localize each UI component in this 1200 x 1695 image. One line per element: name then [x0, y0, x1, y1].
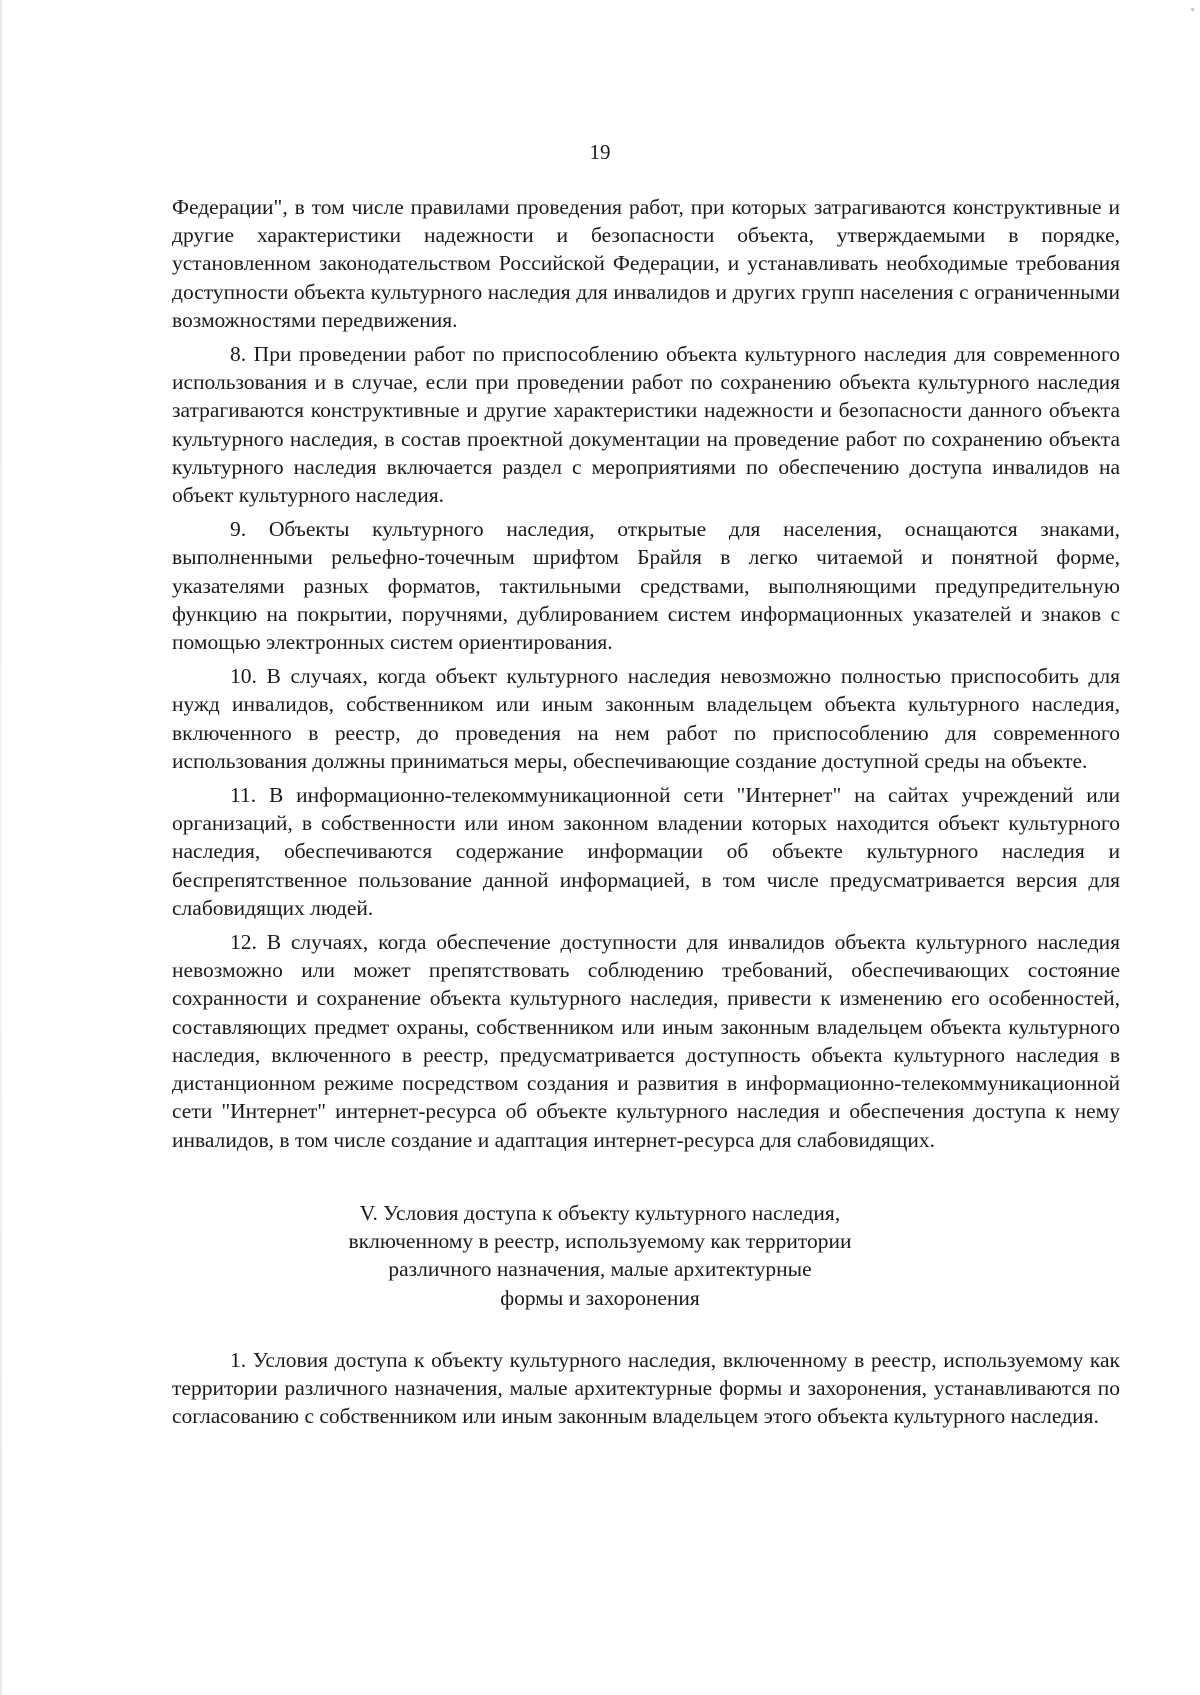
- paragraph-item-10: 10. В случаях, когда объект культурного наследия невозможно полностью приспособить для нужд инвалидов, собственником или иным законным владельцем объекта культурного наследия, включенного в реестр, до проведения на нем работ по приспособлению для современного использования должны приниматься меры, обеспечивающие создание доступной среды на объекте.: [172, 664, 1120, 773]
- paragraph-continuation: Федерации", в том числе правилами проведения работ, при которых затрагиваются конструктивные и другие характеристики надежности и безопасности объекта, утверждаемыми в порядке, установленном законодательством Российской Федерации, и устанавливать необходимые требования доступности объекта культурного наследия для инвалидов и других групп населения с ограниченными возможностями передвижения.: [172, 195, 1120, 332]
- paragraph-item-12: 12. В случаях, когда обеспечение доступности для инвалидов объекта культурного наследия невозможно или может препятствовать соблюдению требований, обеспечивающих состояние сохранности и сохранение объекта культурного наследия, привести к изменению его особенностей, составляющих предмет охраны, собственником или иным законным владельцем объекта культурного наследия, включенного в реестр, предусматривается доступность объекта культурного наследия в дистанционном режиме посредством создания и развития в информационно-телекоммуникационной сети "Интернет" интернет-ресурса об объекте культурного наследия и обеспечения доступа к нему инвалидов, в том числе создание и адаптация интернет-ресурса для слабовидящих.: [172, 930, 1120, 1152]
- section-heading-line: формы и захоронения: [500, 1285, 700, 1310]
- section-paragraph-item-1: 1. Условия доступа к объекту культурного наследия, включенному в реестр, используемому как территории различного назначения, малые архитектурные формы и захоронения, устанавливаются по согласованию с собственником или иным законным владельцем этого объекта культурного наследия.: [172, 1348, 1120, 1429]
- paragraph-item-11: 11. В информационно-телекоммуникационной сети "Интернет" на сайтах учреждений или организаций, в собственности или ином законном владении которых находится объект культурного наследия, обеспечиваются содержание информации об объекте культурного наследия и беспрепятственное пользование данной информацией, в том числе предусматривается версия для слабовидящих людей.: [172, 783, 1120, 920]
- section-heading-line: V. Условия доступа к объекту культурного наследия,: [359, 1201, 841, 1225]
- paragraph-item-9: 9. Объекты культурного наследия, открытые для населения, оснащаются знаками, выполненными рельефно-точечным шрифтом Брайля в легко читаемой и понятной форме, указателями разных форматов, тактильными средствами, выполняющими предупредительную функцию на покрытии, поручнями, дублированием систем информационных указателей и знаков с помощью электронных систем ориентирования.: [172, 517, 1120, 655]
- section-heading: [0, 1199, 1200, 1312]
- page-number: 19: [589, 140, 611, 164]
- section-heading-line: включенному в реестр, используемому как территории: [348, 1229, 852, 1254]
- section-heading-line: различного назначения, малые архитектурные: [388, 1257, 812, 1282]
- scan-speck: [1191, 8, 1194, 11]
- section-body: [172, 1346, 1120, 1431]
- scan-edge-shadow: [0, 0, 2, 1695]
- paragraph-item-8: 8. При проведении работ по приспособлению объекта культурного наследия для современного использования и в случае, если при проведении работ по сохранению объекта культурного наследия затрагиваются конструктивные и другие характеристики надежности и безопасности данного объекта культурного наследия, в состав проектной документации на проведение работ по сохранению объекта культурного наследия включается раздел с мероприятиями по обеспечению доступа инвалидов на объект культурного наследия.: [172, 342, 1120, 508]
- document-body: [172, 193, 1120, 1160]
